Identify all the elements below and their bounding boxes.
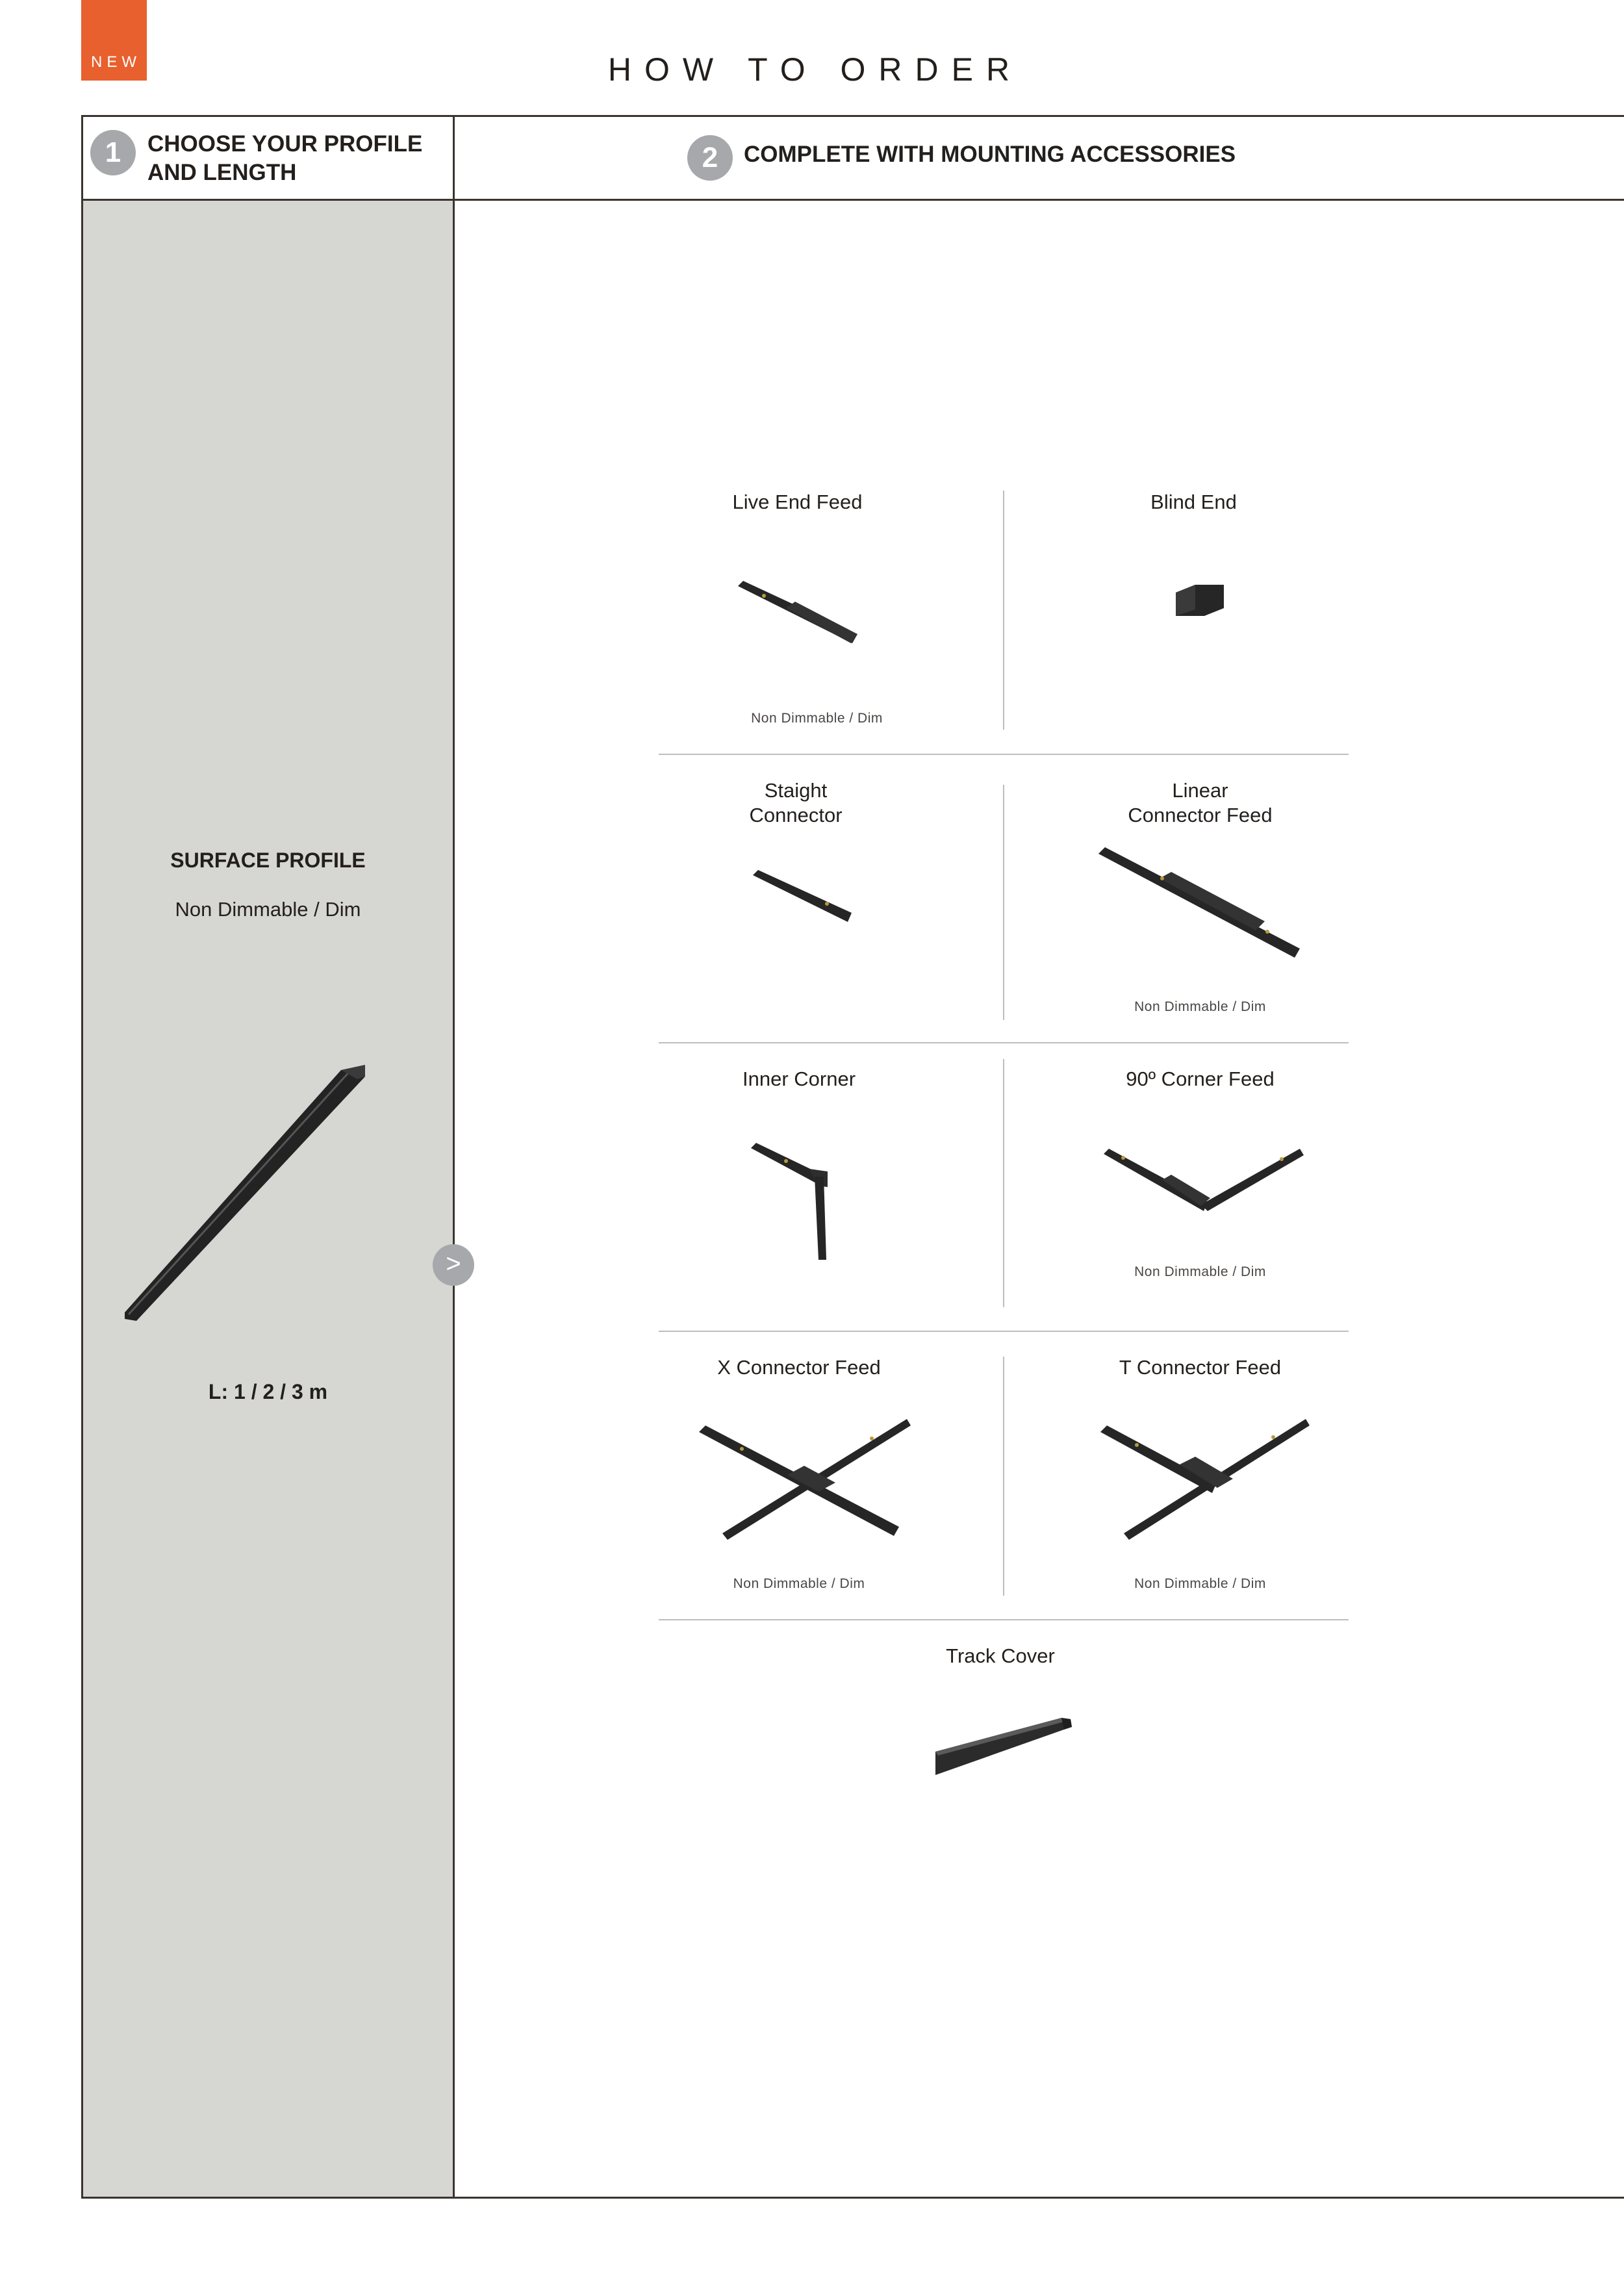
x-connector-feed-label: X Connector Feed (717, 1356, 881, 1379)
table-top-border (81, 115, 1624, 117)
grid-column-divider (1003, 1357, 1004, 1596)
linear-connector-feed-label-line1: Linear (1172, 779, 1228, 802)
linear-connector-feed-sub: Non Dimmable / Dim (1134, 999, 1266, 1014)
linear-connector-feed-label-line2: Connector Feed (1128, 804, 1273, 826)
table-left-border (81, 115, 83, 2199)
blind-end-label: Blind End (1150, 491, 1237, 513)
profile-length: L: 1 / 2 / 3 m (208, 1380, 328, 1403)
straight-connector-label (702, 778, 890, 828)
straight-connector-label-line2: Connector (749, 804, 843, 826)
step-1-circle: 1 (90, 130, 136, 175)
linear-connector-feed-label (1098, 778, 1302, 828)
profile-type: Non Dimmable / Dim (175, 898, 361, 921)
next-arrow-icon: > (433, 1244, 474, 1286)
profile-name: SURFACE PROFILE (170, 849, 366, 872)
new-badge-label: NEW (91, 53, 141, 71)
table-bottom-border (81, 2197, 1624, 2199)
blind-end-image (1171, 580, 1229, 625)
grid-column-divider (1003, 1059, 1004, 1307)
live-end-feed-image (734, 578, 864, 650)
inner-corner-image (747, 1140, 838, 1264)
column-divider (453, 115, 455, 2199)
straight-connector-image (750, 867, 867, 932)
t-connector-feed-label: T Connector Feed (1119, 1356, 1282, 1379)
grid-row-divider (659, 1331, 1349, 1332)
step-1-title (147, 130, 422, 187)
straight-connector-label-line1: Staight (764, 779, 828, 802)
t-connector-feed-image (1098, 1416, 1312, 1540)
grid-column-divider (1003, 785, 1004, 1020)
track-cover-label: Track Cover (946, 1644, 1055, 1667)
corner-feed-90-image (1100, 1143, 1308, 1221)
live-end-feed-label: Live End Feed (732, 491, 863, 513)
grid-row-divider (659, 754, 1349, 755)
grid-row-divider (659, 1619, 1349, 1620)
track-cover-image (934, 1713, 1077, 1791)
page-title: HOW TO ORDER (607, 51, 1023, 88)
corner-feed-90-label: 90º Corner Feed (1126, 1067, 1275, 1090)
live-end-feed-sub: Non Dimmable / Dim (751, 711, 883, 726)
surface-profile-image (117, 1056, 377, 1329)
grid-row-divider (659, 1042, 1349, 1043)
step-2-circle: 2 (687, 135, 733, 181)
step-1-title-line1: CHOOSE YOUR PROFILE (147, 131, 423, 157)
t-connector-feed-sub: Non Dimmable / Dim (1134, 1576, 1266, 1591)
x-connector-feed-sub: Non Dimmable / Dim (733, 1576, 865, 1591)
inner-corner-label: Inner Corner (742, 1067, 856, 1090)
header-divider (81, 199, 1624, 201)
x-connector-feed-image (696, 1416, 917, 1540)
step-1-title-line2: AND LENGTH (147, 160, 297, 185)
linear-connector-feed-image (1095, 845, 1309, 962)
step-2-title: COMPLETE WITH MOUNTING ACCESSORIES (744, 142, 1236, 167)
grid-column-divider (1003, 491, 1004, 730)
corner-feed-90-sub: Non Dimmable / Dim (1134, 1264, 1266, 1279)
